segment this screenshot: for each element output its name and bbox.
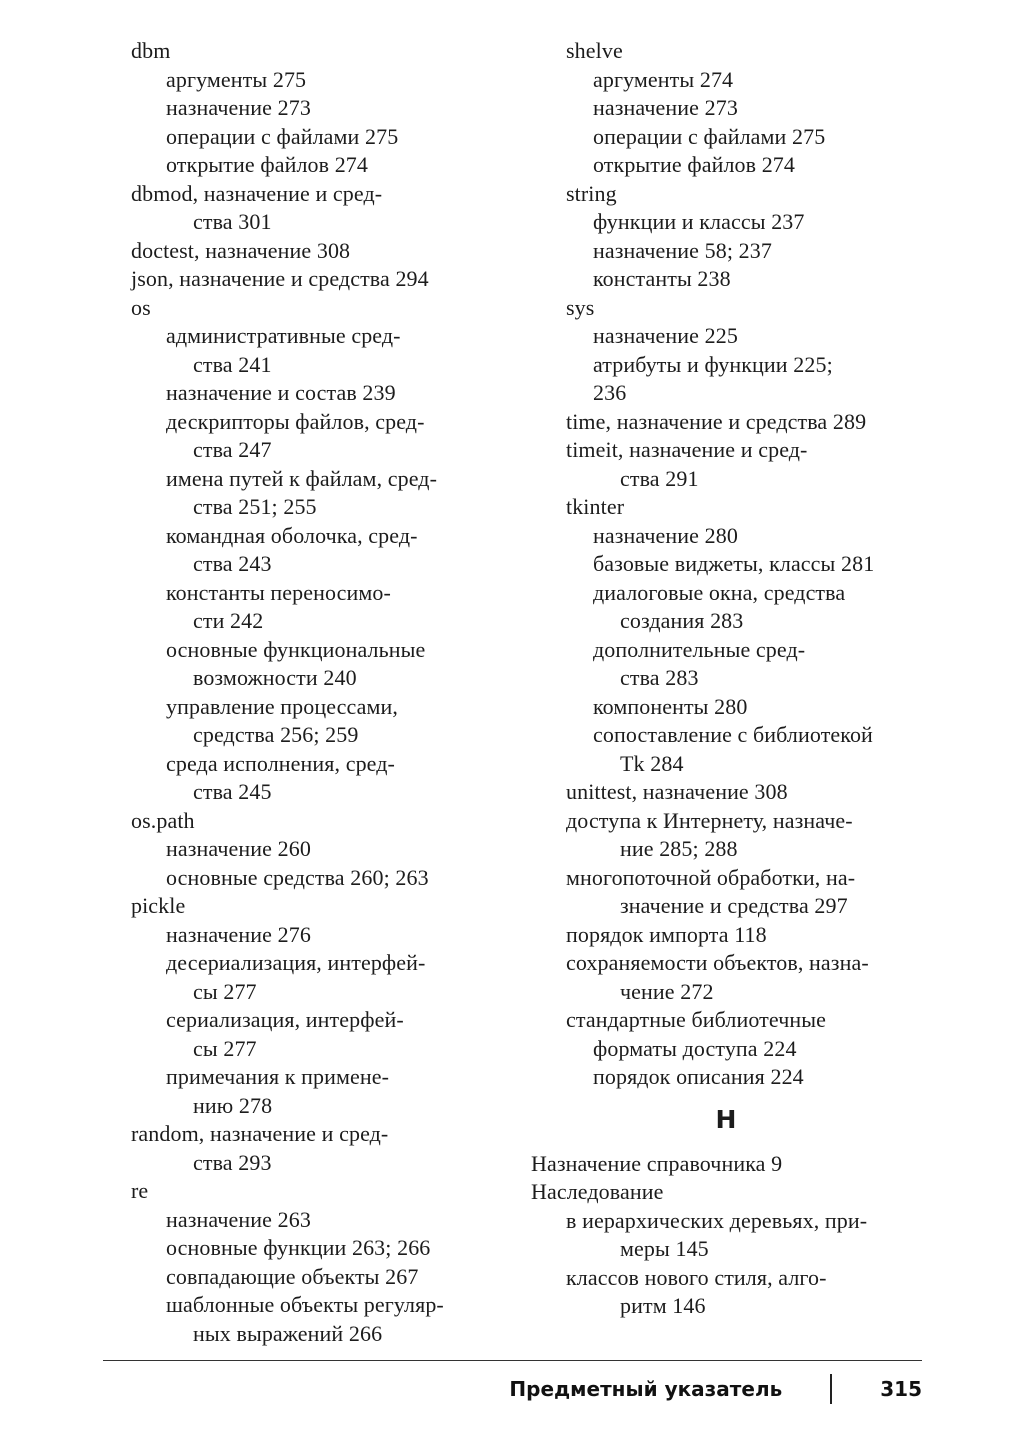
index-entry: возможности 240 [193,665,357,690]
index-entry: десериализация, интерфей- [166,950,426,975]
index-entry: ства 301 [193,209,272,234]
index-entry: средства 256; 259 [193,722,359,747]
index-entry: tkinter [566,494,625,519]
index-entry: ства 251; 255 [193,494,317,519]
index-entry: меры 145 [620,1236,709,1261]
index-entry: функции и классы 237 [593,209,805,234]
index-entry: сопоставление с библиотекой [593,722,873,747]
index-entry: сериализация, интерфей- [166,1007,404,1032]
index-entry: дополнительные сред- [593,636,806,662]
index-entry: ства 247 [193,437,272,462]
index-entry: примечания к примене- [166,1064,390,1089]
index-entry: pickle [131,893,186,918]
index-entry: стандартные библиотечные [566,1007,826,1032]
index-entry: в иерархических деревьях, при- [566,1207,868,1233]
index-entry: аргументы 274 [593,66,734,92]
index-entry: управление процессами, [166,693,399,719]
index-group-continued [531,37,931,1092]
index-entry: операции с файлами 275 [166,123,399,149]
index-entry: среда исполнения, сред- [166,750,395,776]
index-entry: значение и средства 297 [620,893,848,918]
index-entry: нию 278 [193,1092,273,1118]
index-entry: unittest, назначение 308 [566,779,788,804]
index-entry: константы 238 [593,266,731,291]
index-entry: командная оболочка, сред- [166,522,418,548]
index-entry: открытие файлов 274 [166,152,369,177]
index-entry: диалоговые окна, средства [593,579,846,605]
index-entry: string [566,180,617,206]
footer-rule [103,1360,922,1361]
index-entry: ние 285; 288 [620,836,738,861]
footer-title: Предметный указатель [509,1377,783,1401]
index-entry: назначение 58; 237 [593,237,772,263]
index-entry: назначение и состав 239 [166,380,396,405]
index-entry: имена путей к файлам, сред- [166,465,438,491]
index-entry: дескрипторы файлов, сред- [166,408,425,434]
index-entry: Назначение справочника 9 [531,1150,783,1176]
index-entry: константы переносимо- [166,579,391,605]
index-entry: dbmod, назначение и сред- [131,180,383,206]
index-entry: назначение 276 [166,921,311,947]
index-group-n [531,1150,931,1321]
index-entry: os.path [131,807,195,833]
index-entry: timeit, назначение и сред- [566,437,808,462]
index-entry: random, назначение и сред- [131,1121,389,1146]
index-entry: ритм 146 [620,1293,706,1318]
index-entry: сти 242 [193,608,264,633]
index-entry: ства 243 [193,551,272,576]
index-entry: назначение 225 [593,323,738,348]
index-column-right [531,37,931,1321]
index-entry: dbm [131,38,171,63]
index-entry: назначение 273 [593,95,738,120]
index-entry: ства 291 [620,465,699,491]
index-entry: ных выражений 266 [193,1320,383,1346]
index-entry: классов нового стиля, алго- [566,1264,827,1290]
index-entry: сы 277 [193,1035,257,1061]
section-letter-heading: Н [715,1104,737,1134]
index-entry: назначение 273 [166,95,311,120]
index-entry: операции с файлами 275 [593,123,826,149]
index-entry: атрибуты и функции 225; [593,351,833,377]
index-column-left [131,37,516,1348]
index-entry: основные средства 260; 263 [166,864,429,890]
index-entry: создания 283 [620,608,744,633]
index-entry: сы 277 [193,978,257,1004]
index-entry: сохраняемости объектов, назна- [566,950,869,975]
index-entry: ства 293 [193,1149,272,1175]
page-footer [509,1374,922,1404]
index-entry: совпадающие объекты 267 [166,1263,419,1289]
index-entry: 236 [593,380,627,405]
index-entry: порядок описания 224 [593,1064,804,1089]
index-entry: time, назначение и средства 289 [566,408,867,434]
index-entry: форматы доступа 224 [593,1035,797,1061]
index-entry: шаблонные объекты регуляр- [166,1292,444,1317]
index-entry: ства 241 [193,351,272,377]
index-entry: административные сред- [166,323,401,348]
index-entry: чение 272 [620,978,714,1004]
index-entry: doctest, назначение 308 [131,237,351,263]
index-entry: ства 245 [193,779,272,804]
index-entry: доступа к Интернету, назначе- [566,807,853,833]
index-entry: многопоточной обработки, на- [566,864,856,890]
index-entry: основные функции 263; 266 [166,1235,431,1260]
index-entry: os [131,294,151,320]
index-entry: базовые виджеты, классы 281 [593,551,875,576]
index-entry: открытие файлов 274 [593,152,796,177]
index-entry: компоненты 280 [593,693,748,719]
index-entry: Наследование [531,1179,664,1204]
index-entry: sys [566,294,595,320]
index-entry: основные функциональные [166,636,426,662]
footer-separator [830,1374,832,1404]
index-entry: назначение 263 [166,1206,311,1232]
index-entry: json, назначение и средства 294 [131,266,429,291]
index-entry: re [131,1178,149,1203]
page-number: 315 [880,1377,922,1401]
index-entry: назначение 280 [593,522,738,548]
index-entry: порядок импорта 118 [566,921,767,947]
index-entry: аргументы 275 [166,66,307,92]
index-entry: назначение 260 [166,836,311,861]
index-entry: Tk 284 [620,750,684,776]
index-entry: ства 283 [620,665,699,690]
index-entry: shelve [566,38,623,63]
